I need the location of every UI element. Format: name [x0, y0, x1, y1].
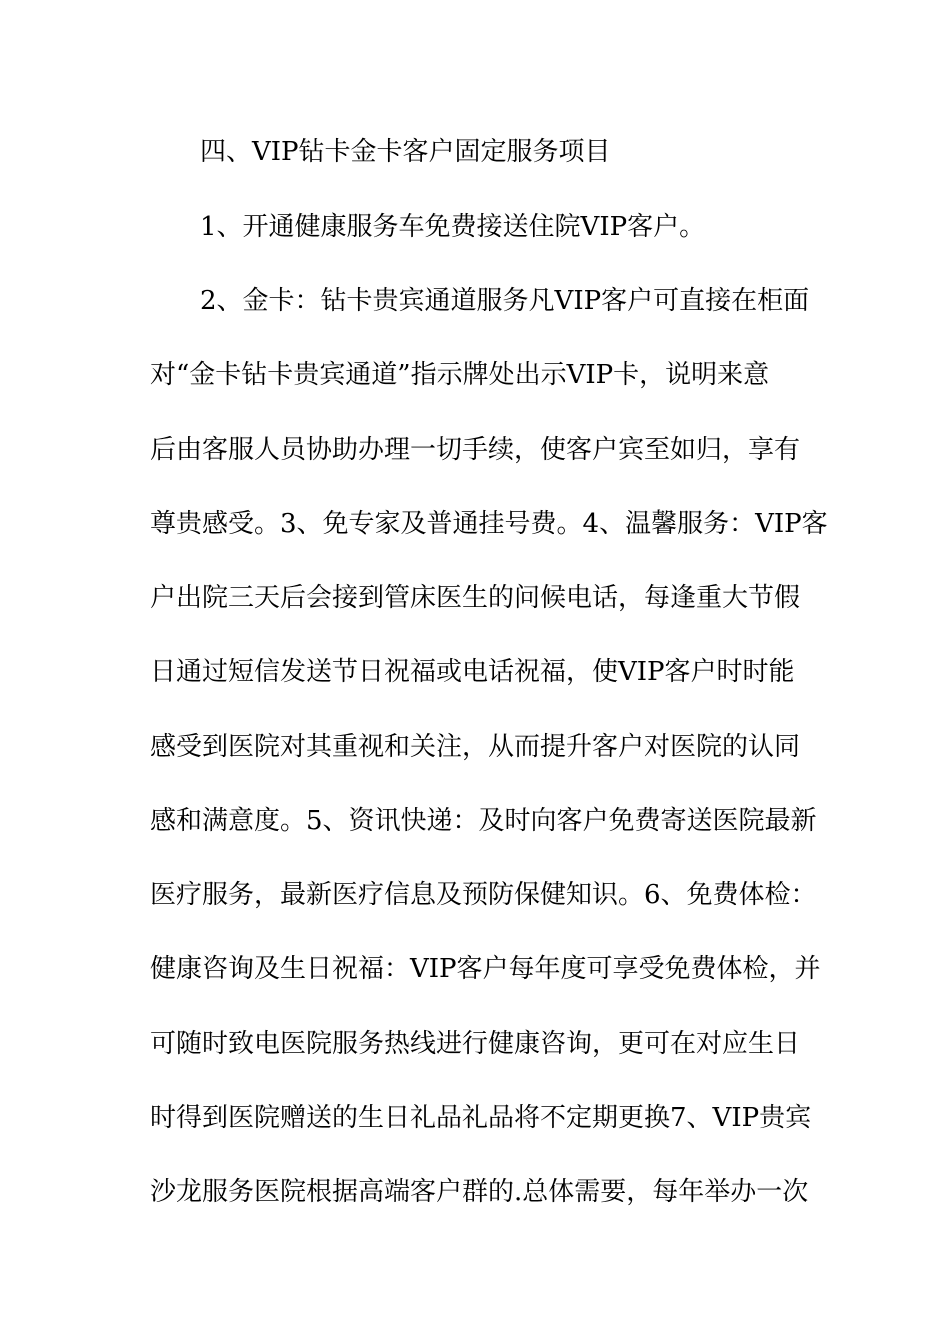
paragraph-line-13: 时得到医院赠送的生日礼品礼品将不定期更换7、VIP贵宾 [150, 1103, 812, 1133]
paragraph-line-7: 日通过短信发送节日祝福或电话祝福，使VIP客户时时能 [150, 657, 795, 687]
section-heading: 四、VIP钻卡金卡客户固定服务项目 [200, 137, 611, 167]
paragraph-line-9: 感和满意度。5、资讯快递：及时向客户免费寄送医院最新 [150, 806, 817, 836]
paragraph-line-2: 2、金卡：钻卡贵宾通道服务凡VIP客户可直接在柜面 [200, 286, 810, 316]
paragraph-line-11: 健康咨询及生日祝福：VIP客户每年度可享受免费体检，并 [150, 954, 821, 984]
paragraph-line-5: 尊贵感受。3、免专家及普通挂号费。4、温馨服务：VIP客 [150, 509, 828, 539]
paragraph-line-14: 沙龙服务医院根据高端客户群的.总体需要，每年举办一次 [150, 1177, 809, 1207]
paragraph-line-3: 对“金卡钻卡贵宾通道”指示牌处出示VIP卡，说明来意 [150, 360, 770, 390]
paragraph-line-12: 可随时致电医院服务热线进行健康咨询，更可在对应生日 [150, 1029, 801, 1059]
paragraph-line-1: 1、开通健康服务车免费接送住院VIP客户。 [200, 212, 706, 242]
paragraph-line-4: 后由客服人员协助办理一切手续，使客户宾至如归，享有 [150, 435, 801, 465]
paragraph-line-8: 感受到医院对其重视和关注，从而提升客户对医院的认同 [150, 732, 801, 762]
paragraph-line-6: 户出院三天后会接到管床医生的问候电话，每逢重大节假 [150, 583, 801, 613]
paragraph-line-10: 医疗服务，最新医疗信息及预防保健知识。6、免费体检： [150, 880, 817, 910]
